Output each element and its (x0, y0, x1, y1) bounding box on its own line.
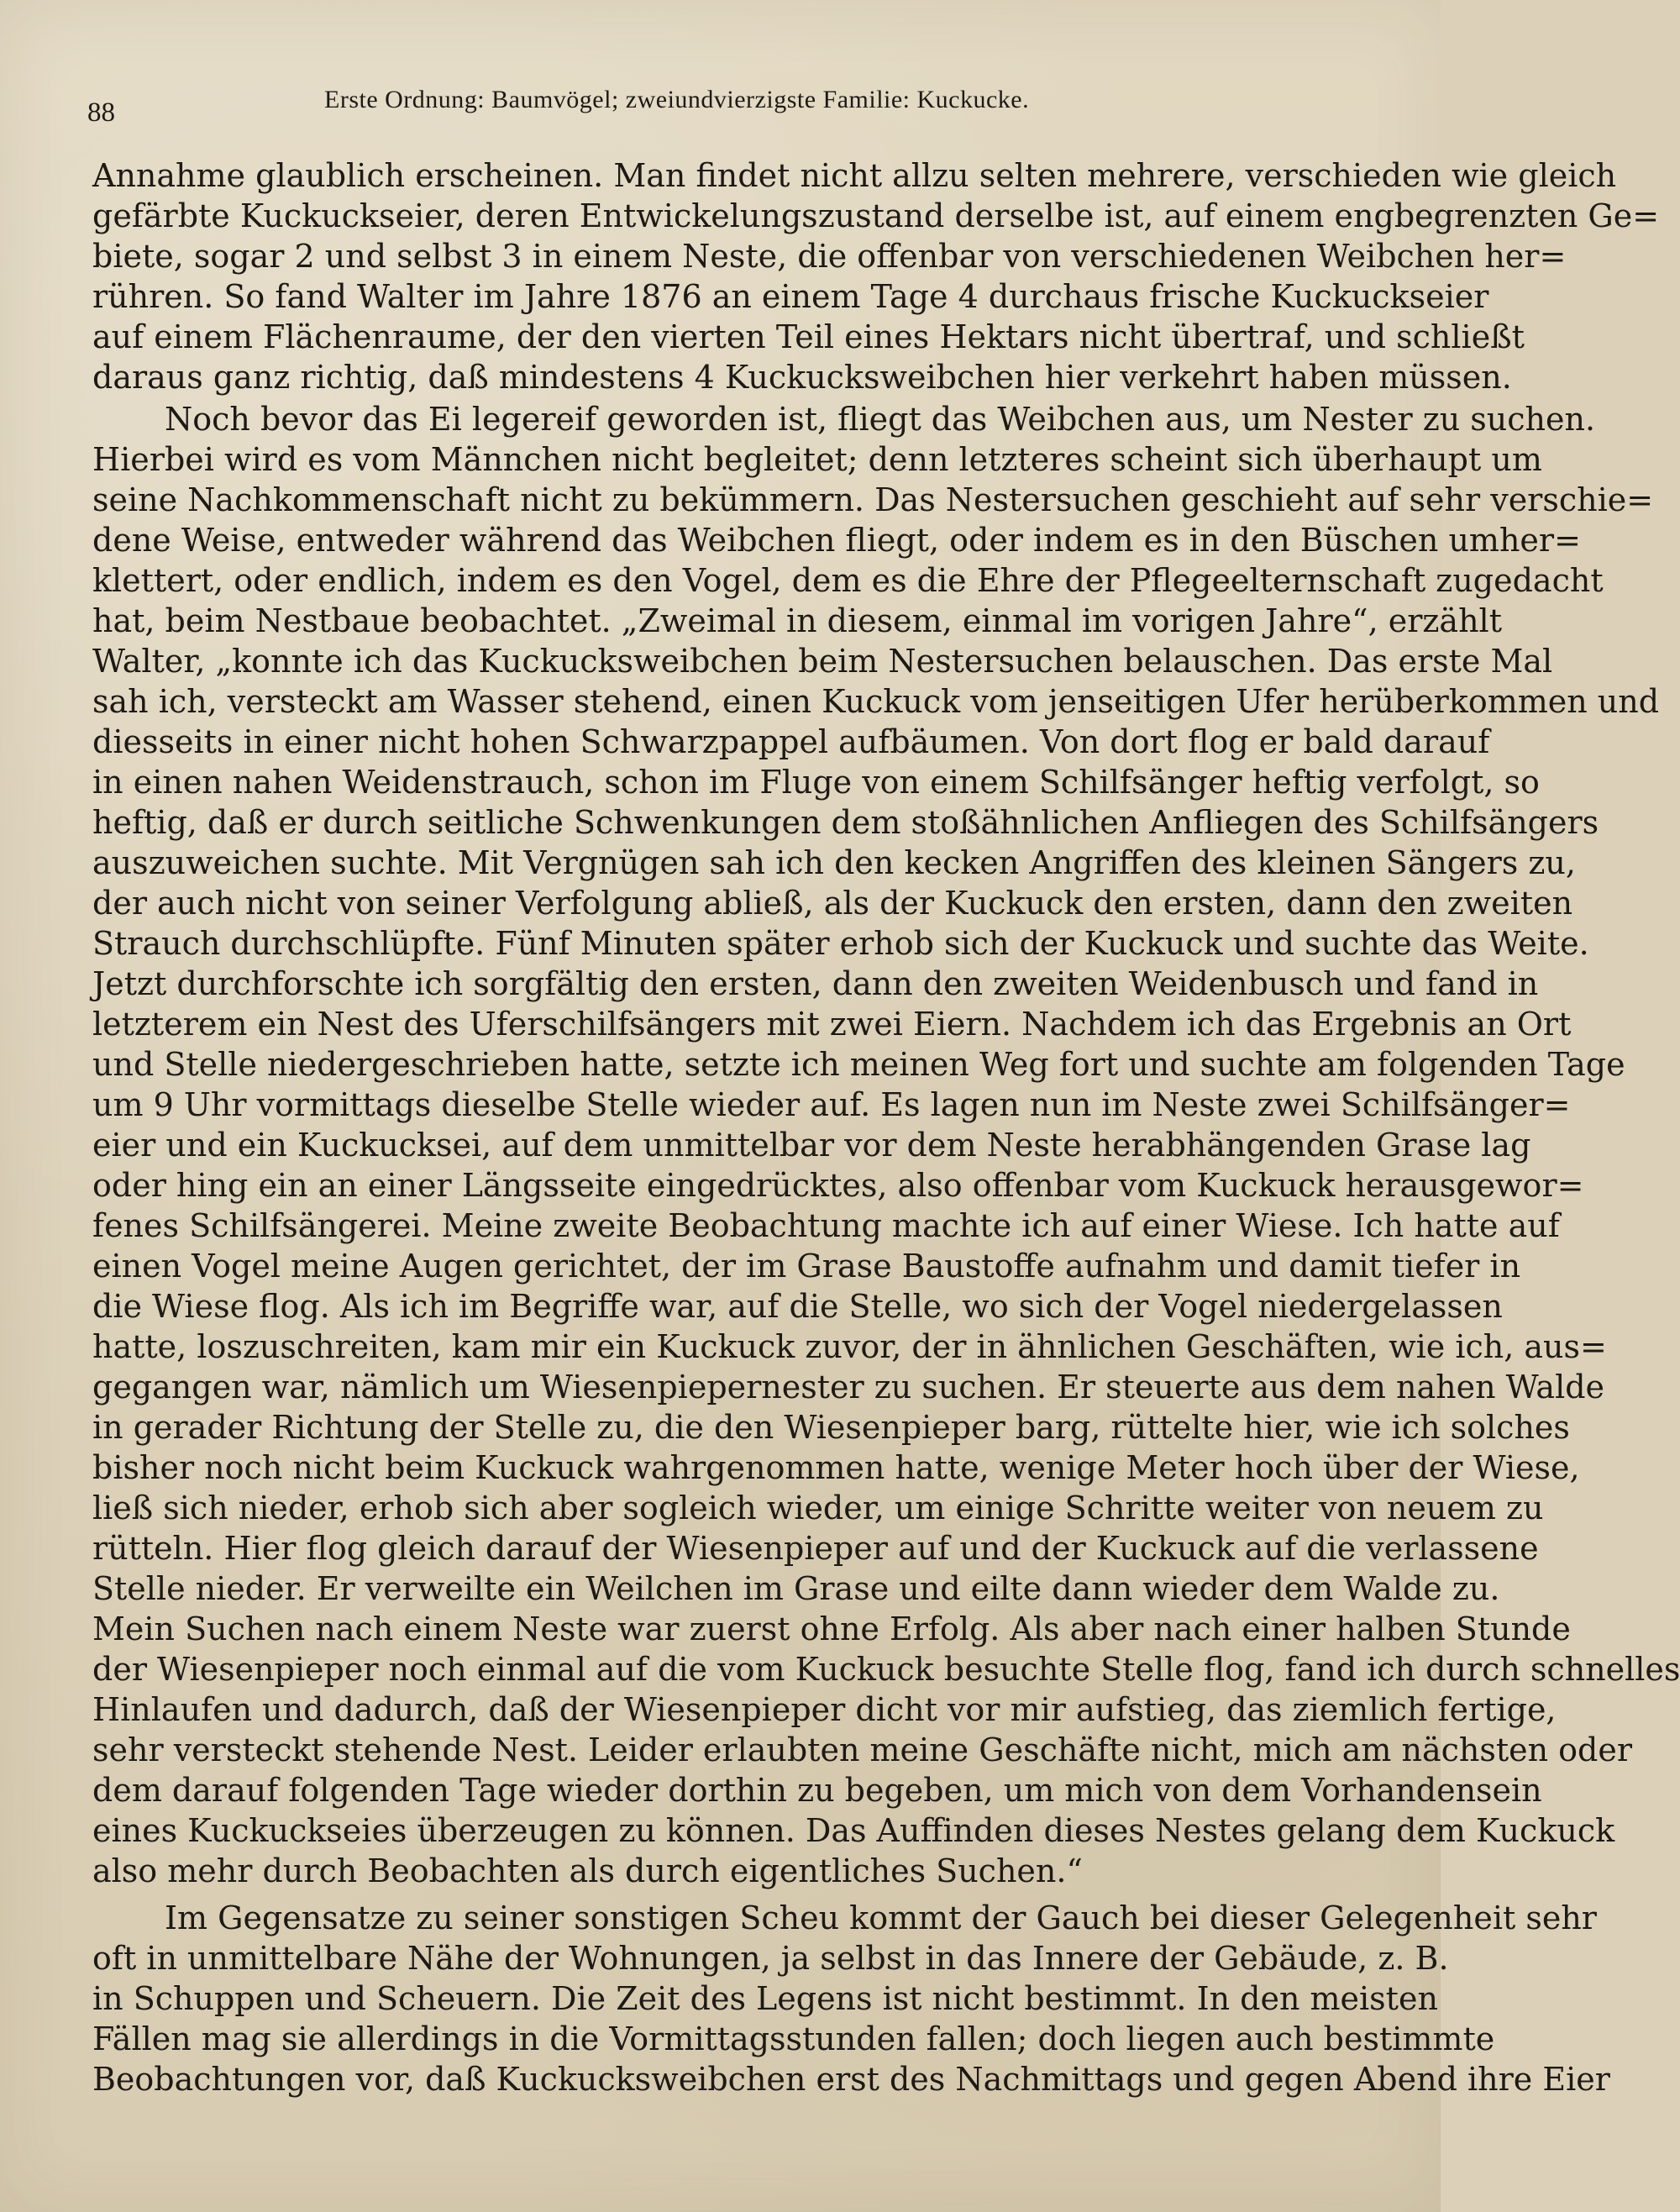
text-line: gegangen war, nämlich um Wiesenpiepernester zu suchen. Er steuerte aus dem nahen Walde (92, 1369, 1605, 1405)
text-line: heftig, daß er durch seitliche Schwenkungen dem stoßähnlichen Anfliegen des Schilfsängers (92, 804, 1599, 841)
text-line: biete, sogar 2 und selbst 3 in einem Neste, die offenbar von verschiedenen Weibchen her= (92, 238, 1567, 275)
text-line: Hinlaufen und dadurch, daß der Wiesenpieper dicht vor mir aufstieg, das ziemlich fertige, (92, 1691, 1557, 1728)
running-head: Erste Ordnung: Baumvögel; zweiundvierzigste Familie: Kuckucke. (324, 86, 1030, 113)
text-line: der Wiesenpieper noch einmal auf die vom Kuckuck besuchte Stelle flog, fand ich durch schnelles (92, 1651, 1680, 1688)
text-line: also mehr durch Beobachten als durch eigentliches Suchen.“ (92, 1852, 1083, 1889)
text-line: daraus ganz richtig, daß mindestens 4 Kuckucksweibchen hier verkehrt haben müssen. (92, 359, 1512, 396)
paragraph-start-line: Noch bevor das Ei legereif geworden ist, fliegt das Weibchen aus, um Nester zu suchen. (165, 401, 1596, 438)
text-line: eier und ein Kuckucksei, auf dem unmittelbar vor dem Neste herabhängenden Grase lag (92, 1127, 1531, 1164)
text-line: rütteln. Hier flog gleich darauf der Wiesenpieper auf und der Kuckuck auf die verlassene (92, 1530, 1539, 1567)
text-line: in gerader Richtung der Stelle zu, die den Wiesenpieper barg, rüttelte hier, wie ich solches (92, 1409, 1570, 1446)
text-line: Jetzt durchforschte ich sorgfältig den ersten, dann den zweiten Weidenbusch und fand in (92, 965, 1539, 1002)
text-line: seine Nachkommenschaft nicht zu bekümmern. Das Nestersuchen geschieht auf sehr verschie= (92, 481, 1654, 518)
text-line: dem darauf folgenden Tage wieder dorthin zu begeben, um mich von dem Vorhandensein (92, 1772, 1542, 1809)
text-line: diesseits in einer nicht hohen Schwarzpappel aufbäumen. Von dort flog er bald darauf (92, 723, 1490, 760)
main-text-block (92, 157, 1680, 2209)
page-number: 88 (87, 97, 115, 128)
text-line: Annahme glaublich erscheinen. Man findet nicht allzu selten mehrere, verschieden wie gleich (92, 157, 1617, 194)
text-line: ließ sich nieder, erhob sich aber sogleich wieder, um einige Schritte weiter von neuem zu (92, 1490, 1544, 1526)
text-line: um 9 Uhr vormittags dieselbe Stelle wieder auf. Es lagen nun im Neste zwei Schilfsänger= (92, 1086, 1571, 1123)
text-line: oft in unmittelbare Nähe der Wohnungen, ja selbst in das Innere der Gebäude, z. B. (92, 1940, 1449, 1977)
text-line: bisher noch nicht beim Kuckuck wahrgenommen hatte, wenige Meter hoch über der Wiese, (92, 1449, 1580, 1486)
text-line: eines Kuckuckseies überzeugen zu können. Das Auffinden dieses Nestes gelang dem Kuckuck (92, 1812, 1615, 1849)
text-line: dene Weise, entweder während das Weibchen fliegt, oder indem es in den Büschen umher= (92, 522, 1581, 559)
text-line: sehr versteckt stehende Nest. Leider erlaubten meine Geschäfte nicht, mich am nächsten oder (92, 1731, 1633, 1768)
text-line: hat, beim Nestbaue beobachtet. „Zweimal in diesem, einmal im vorigen Jahre“, erzählt (92, 602, 1502, 639)
text-line: die Wiese flog. Als ich im Begriffe war, auf die Stelle, wo sich der Vogel niedergelassen (92, 1288, 1503, 1325)
text-line: sah ich, versteckt am Wasser stehend, einen Kuckuck vom jenseitigen Ufer herüberkommen und (92, 683, 1660, 720)
text-line: hatte, loszuschreiten, kam mir ein Kuckuck zuvor, der in ähnlichen Geschäften, wie ich, aus= (92, 1328, 1607, 1365)
paragraph-start-line: Im Gegensatze zu seiner sonstigen Scheu kommt der Gauch bei dieser Gelegenheit sehr (165, 1899, 1597, 1936)
text-line: auf einem Flächenraume, der den vierten Teil eines Hektars nicht übertraf, und schließt (92, 318, 1525, 355)
text-line: Strauch durchschlüpfte. Fünf Minuten später erhob sich der Kuckuck und suchte das Weite. (92, 925, 1589, 962)
text-line: oder hing ein an einer Längsseite eingedrücktes, also offenbar vom Kuckuck herausgewor= (92, 1167, 1584, 1204)
text-line: klettert, oder endlich, indem es den Vogel, dem es die Ehre der Pflegeelternschaft zugedacht (92, 562, 1604, 599)
text-line: Walter, „konnte ich das Kuckucksweibchen beim Nestersuchen belauschen. Das erste Mal (92, 643, 1553, 680)
text-line: einen Vogel meine Augen gerichtet, der im Grase Baustoffe aufnahm und damit tiefer in (92, 1248, 1521, 1285)
text-line: in Schuppen und Scheuern. Die Zeit des Legens ist nicht bestimmt. In den meisten (92, 1980, 1438, 2017)
text-line: auszuweichen suchte. Mit Vergnügen sah ich den kecken Angriffen des kleinen Sängers zu, (92, 844, 1576, 881)
text-line: und Stelle niedergeschrieben hatte, setzte ich meinen Weg fort und suchte am folgenden Tage (92, 1046, 1625, 1083)
text-line: Hierbei wird es vom Männchen nicht begleitet; denn letzteres scheint sich überhaupt um (92, 441, 1542, 478)
page-header (0, 0, 1441, 134)
text-line: Stelle nieder. Er verweilte ein Weilchen im Grase und eilte dann wieder dem Walde zu. (92, 1570, 1500, 1607)
text-line: Beobachtungen vor, daß Kuckucksweibchen erst des Nachmittags und gegen Abend ihre Eier (92, 2061, 1610, 2098)
text-line: Fällen mag sie allerdings in die Vormittagsstunden fallen; doch liegen auch bestimmte (92, 2020, 1495, 2057)
text-line: der auch nicht von seiner Verfolgung abließ, als der Kuckuck den ersten, dann den zweiten (92, 885, 1573, 922)
text-line: fenes Schilfsängerei. Meine zweite Beobachtung machte ich auf einer Wiese. Ich hatte auf (92, 1207, 1560, 1244)
text-line: in einen nahen Weidenstrauch, schon im Fluge von einem Schilfsänger heftig verfolgt, so (92, 764, 1540, 801)
text-line: letzterem ein Nest des Uferschilfsängers mit zwei Eiern. Nachdem ich das Ergebnis an Ort (92, 1006, 1572, 1043)
text-line: rühren. So fand Walter im Jahre 1876 an einem Tage 4 durchaus frische Kuckuckseier (92, 278, 1489, 315)
text-line: gefärbte Kuckuckseier, deren Entwickelungszustand derselbe ist, auf einem engbegrenzten Ge= (92, 197, 1660, 234)
text-line: Mein Suchen nach einem Neste war zuerst ohne Erfolg. Als aber nach einer halben Stunde (92, 1610, 1571, 1647)
